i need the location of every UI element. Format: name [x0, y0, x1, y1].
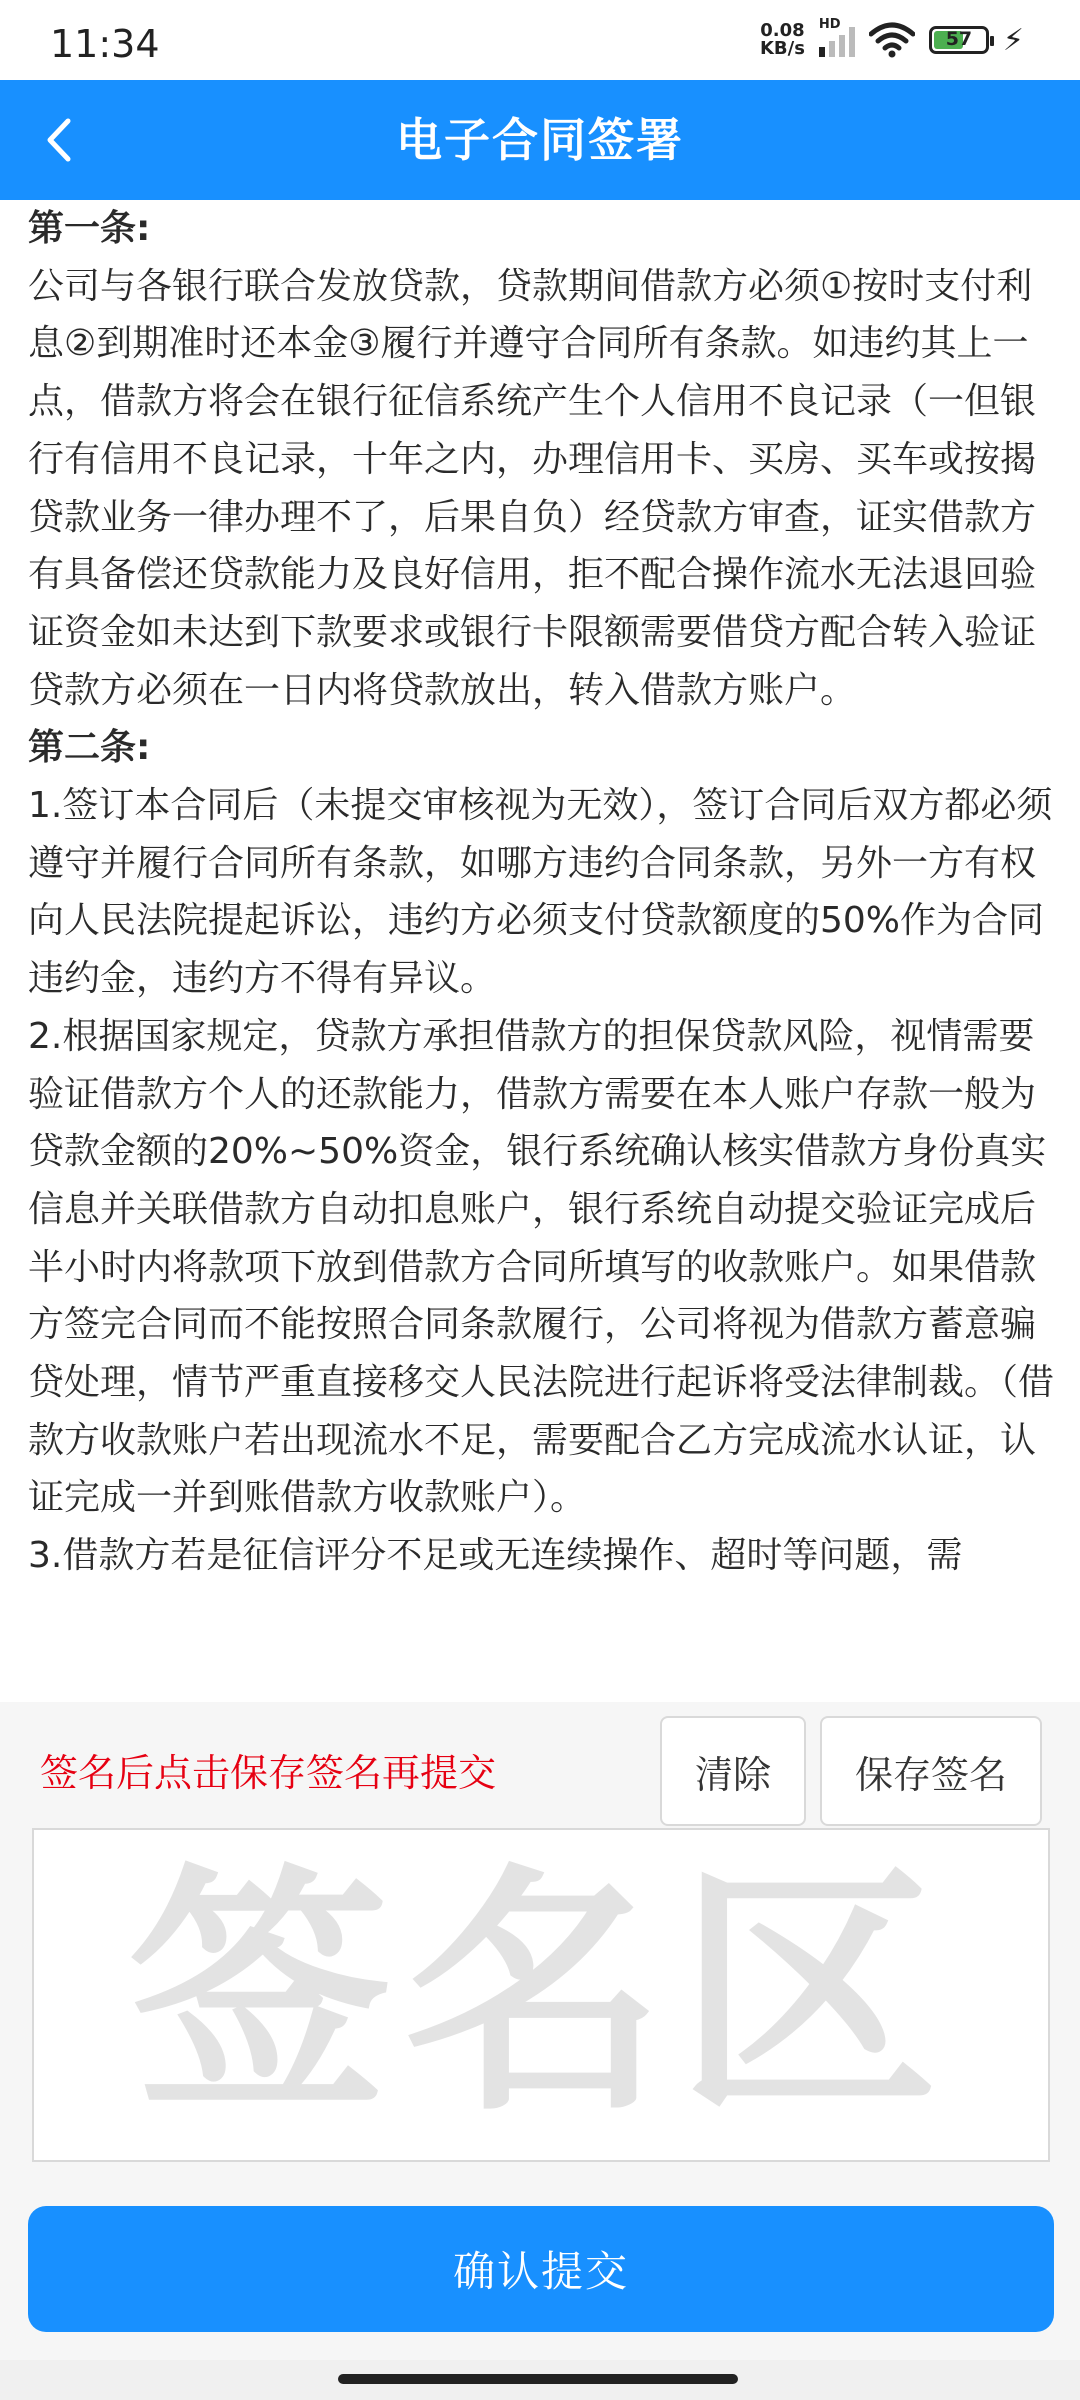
page-title: 电子合同签署 [396, 113, 684, 167]
signature-hint: 签名后点击保存签名再提交 [40, 1751, 497, 1795]
hd-label: HD [818, 17, 841, 32]
article-2-title: 第二条: [28, 727, 151, 769]
signature-pad[interactable] [32, 1828, 1050, 2162]
charging-icon: ⚡ [1002, 22, 1024, 58]
header-bar [0, 80, 1080, 200]
status-bar [0, 0, 1080, 80]
article-1-title: 第一条: [28, 208, 151, 249]
battery-icon [929, 26, 989, 54]
battery-level: 57 [945, 28, 973, 50]
status-time: 11:34 [50, 22, 160, 66]
clear-button[interactable]: 清除 [660, 1716, 806, 1826]
status-icons [760, 18, 1024, 62]
signature-pad-watermark: 签名区 [130, 1844, 952, 2146]
network-speed-unit: KB/s [759, 38, 805, 59]
article-1-body: 公司与各银行联合发放贷款，贷款期间借款方必须①按时支付利息②到期准时还本金③履行并遵守合同所有条款。如违约其上一点，借款方将会在银行征信系统产生个人信用不良记录（一但银行有信用不良记录，十年之内，办理信用卡、买房、买车或按揭贷款业务一律办理不了，后果自负）经贷款方审查，证实借款方有具备偿还贷款能力及良好信用，拒不配合操作流水无法退回验证资金如未达到下款要求或银行卡限额需要借贷方配合转入验证贷款方必须在一日内将贷款放出，转入借款方账户。 [28, 265, 1037, 711]
clause-3: 3.借款方若是征信评分不足或无连续操作、超时等问题，需 [28, 1535, 963, 1577]
wifi-icon [869, 22, 915, 58]
clause-2: 2.根据国家规定，贷款方承担借款方的担保贷款风险，视情需要验证借款方个人的还款能力，借款方需要在本人账户存款一般为贷款金额的20%~50%资金，银行系统确认核实借款方身份真实信息并关联借款方自动扣息账户，银行系统自动提交验证完成后半小时内将款项下放到借款方合同所填写的收款账户。如果借款方签完合同而不能按照合同条款履行，公司将视为借款方蓄意骗贷处理，情节严重直接移交人民法院进行起诉将受法律制裁。（借款方收款账户若出现流水不足，需要配合乙方完成流水认证，认证完成一并到账借款方收款账户）。 [28, 1015, 1055, 1519]
network-speed [760, 22, 805, 58]
system-nav-bar [0, 2360, 1080, 2400]
clause-1: 1.签订本合同后（未提交审核视为无效），签订合同后双方都必须遵守并履行合同所有条款，如哪方违约合同条款，另外一方有权向人民法院提起诉讼，违约方必须支付贷款额度的50%作为合同违约金，违约方不得有异议。 [28, 785, 1053, 1000]
confirm-submit-button[interactable]: 确认提交 [28, 2206, 1054, 2332]
network-speed-value: 0.08 [760, 20, 805, 41]
home-indicator[interactable] [338, 2374, 738, 2384]
save-signature-button[interactable]: 保存签名 [820, 1716, 1042, 1826]
contract-text[interactable] [28, 200, 1058, 1702]
signature-section [0, 1702, 1080, 2360]
signal-icon [818, 17, 855, 57]
